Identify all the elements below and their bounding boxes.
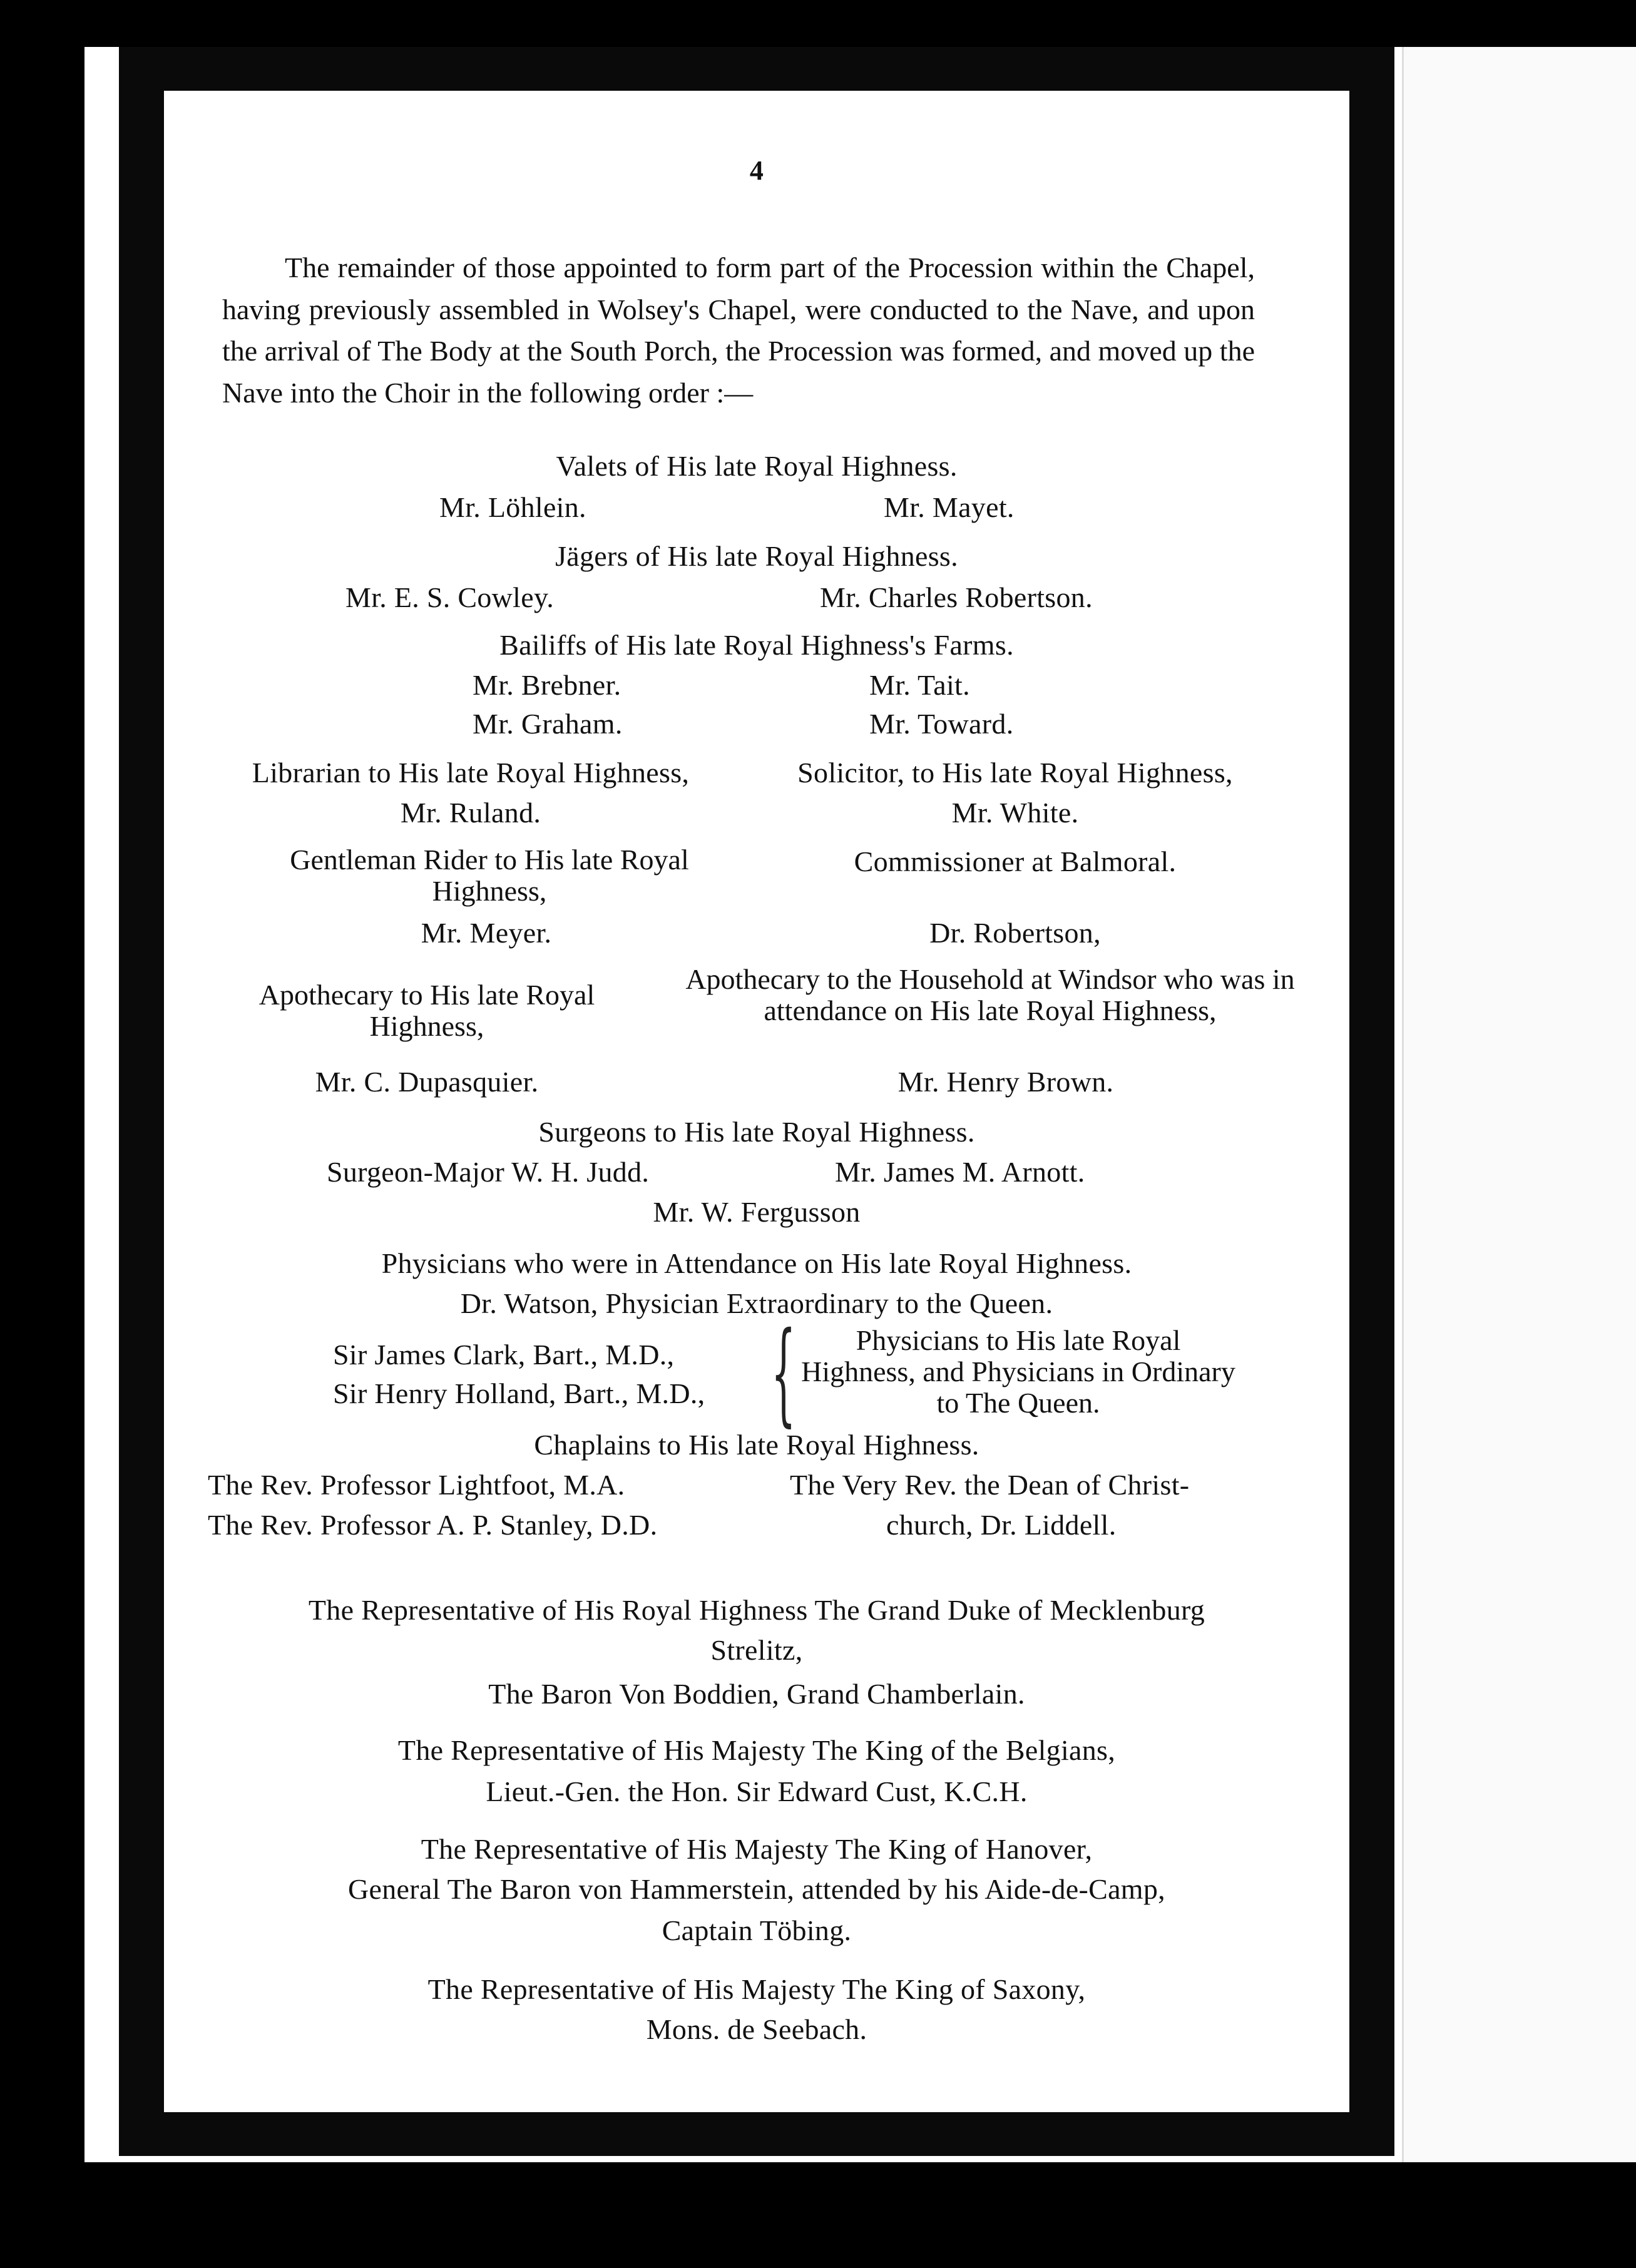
apothecary-left-name: Mr. C. Dupasquier. [315, 1066, 539, 1098]
intro-text: The remainder of those appointed to form part of the Procession within the Chapel, having previously assembled in Wolsey's Chapel, were conducted to the Nave, and upon the arrival of The Body at the South Porch, the Procession was formed, and moved up the Nave into the Choir in the following order :— [222, 252, 1255, 409]
physician-watson: Dr. Watson, Physician Extraordinary to the Queen. [460, 1287, 1053, 1319]
apothecary-left-title: Apothecary to His late Royal Highness, [258, 979, 595, 1042]
belgians-line1: The Representative of His Majesty The King of the Belgians, [397, 1734, 1116, 1766]
commissioner-title: Commissioner at Balmoral. [854, 845, 1177, 877]
mecklenburg-line3: The Baron Von Boddien, Grand Chamberlain. [488, 1678, 1025, 1710]
document-page [164, 91, 1349, 2112]
saxony-line2: Mons. de Seebach. [646, 2013, 867, 2045]
chaplain-dean: The Very Rev. the Dean of Christ- [790, 1469, 1190, 1501]
valets-heading: Valets of His late Royal Highness. [556, 450, 958, 482]
bailiff-graham: Mr. Graham. [473, 708, 623, 740]
scan-edge-bottom [0, 2162, 1636, 2268]
adjacent-page-edge [1402, 47, 1636, 2162]
bailiffs-heading: Bailiffs of His late Royal Highness's Farms. [499, 629, 1014, 661]
physician-holland: Sir Henry Holland, Bart., M.D., [333, 1377, 705, 1409]
chaplains-heading: Chaplains to His late Royal Highness. [534, 1429, 979, 1461]
surgeon-fergusson: Mr. W. Fergusson [653, 1196, 861, 1228]
bailiff-tait: Mr. Tait. [869, 669, 970, 701]
page-number: 4 [749, 155, 764, 186]
chaplain-liddell: church, Dr. Liddell. [886, 1509, 1117, 1541]
hanover-line3: Captain Töbing. [662, 1914, 852, 1946]
surgeon-judd: Surgeon-Major W. H. Judd. [327, 1156, 650, 1188]
valet-mayet: Mr. Mayet. [884, 491, 1015, 523]
rider-name: Mr. Meyer. [421, 917, 552, 949]
hanover-line1: The Representative of His Majesty The King of Hanover, [421, 1833, 1093, 1865]
rider-title: Gentleman Rider to His late Royal Highness, [290, 844, 689, 907]
page-content [164, 91, 1349, 2112]
chaplain-lightfoot: The Rev. Professor Lightfoot, M.A. [208, 1469, 625, 1501]
jager-cowley: Mr. E. S. Cowley. [345, 581, 555, 613]
jagers-heading: Jägers of His late Royal Highness. [555, 540, 958, 572]
apothecary-right-name: Mr. Henry Brown. [897, 1066, 1114, 1098]
apothecary-right-title: Apothecary to the Household at Windsor who was in attendance on His late Royal Highness, [685, 963, 1295, 1026]
belgians-line2: Lieut.-Gen. the Hon. Sir Edward Cust, K.C.H. [486, 1775, 1028, 1807]
physician-clark: Sir James Clark, Bart., M.D., [333, 1339, 675, 1371]
librarian-name: Mr. Ruland. [400, 797, 541, 829]
bailiff-toward: Mr. Toward. [869, 708, 1014, 740]
valet-lohlein: Mr. Löhlein. [439, 491, 586, 523]
hanover-line2: General The Baron von Hammerstein, attended by his Aide-de-Camp, [348, 1873, 1165, 1905]
librarian-title: Librarian to His late Royal Highness, [252, 757, 690, 789]
mecklenburg-line2: Strelitz, [710, 1634, 803, 1666]
saxony-line1: The Representative of His Majesty The King of Saxony, [427, 1973, 1086, 2005]
surgeons-heading: Surgeons to His late Royal Highness. [538, 1116, 975, 1148]
bailiff-brebner: Mr. Brebner. [473, 669, 621, 701]
physicians-heading: Physicians who were in Attendance on His late Royal Highness. [381, 1247, 1132, 1279]
solicitor-title: Solicitor, to His late Royal Highness, [797, 757, 1233, 789]
chaplain-stanley: The Rev. Professor A. P. Stanley, D.D. [208, 1509, 658, 1541]
solicitor-name: Mr. White. [951, 797, 1079, 829]
surgeon-arnott: Mr. James M. Arnott. [835, 1156, 1085, 1188]
jager-robertson: Mr. Charles Robertson. [820, 581, 1093, 613]
brace-icon: { [771, 1308, 796, 1438]
physicians-brace-note: Physicians to His late Royal Highness, and Physicians in Ordinary to The Queen. [801, 1324, 1235, 1419]
scan-edge-left [0, 0, 84, 2268]
mecklenburg-line1: The Representative of His Royal Highness The Grand Duke of Mecklenburg [308, 1594, 1205, 1626]
commissioner-name: Dr. Robertson, [929, 917, 1101, 949]
intro-paragraph [222, 247, 1255, 414]
